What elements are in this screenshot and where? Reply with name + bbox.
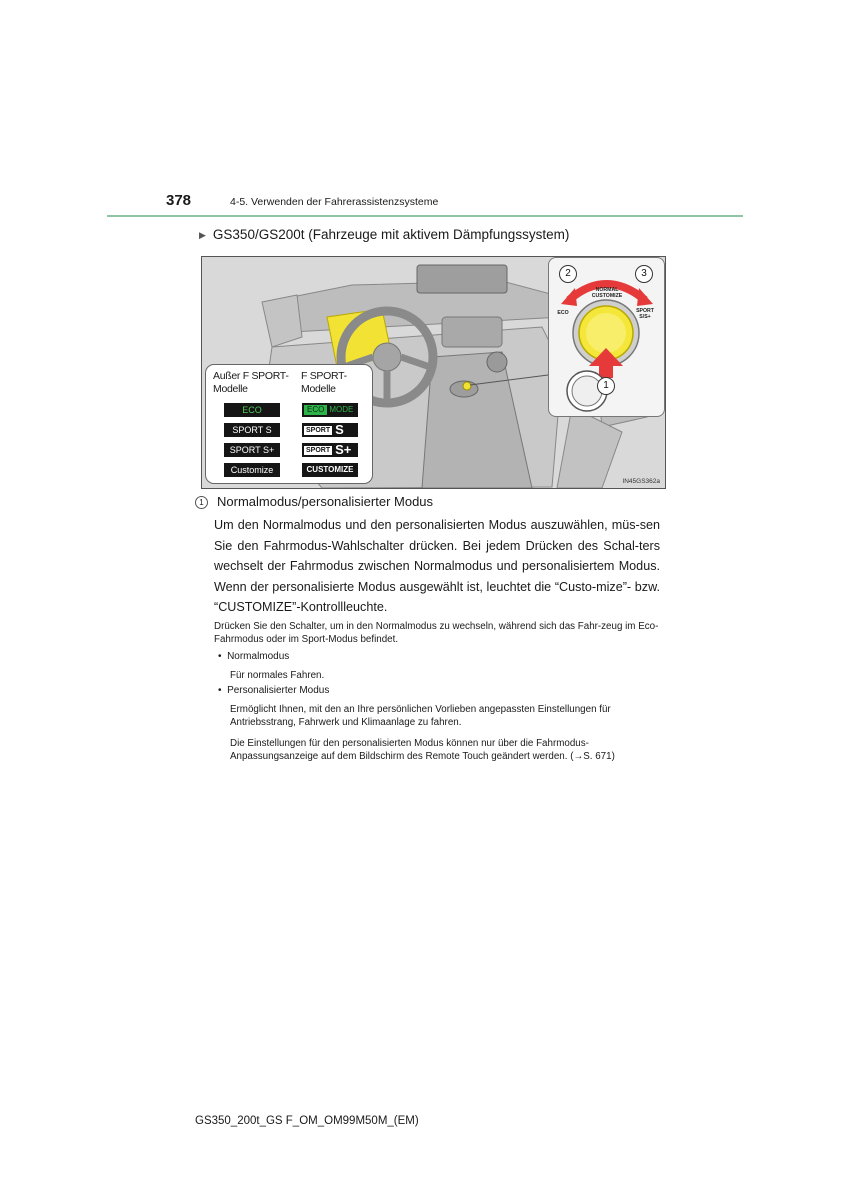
indicator-eco: ECO [224, 403, 280, 417]
bullet-text: Ermöglicht Ihnen, mit den an Ihre persönlichen Vorlieben angepassten Einstellungen für Antriebsstrang, Fahrwerk und Klimaanlage zu fahren. [230, 704, 611, 728]
indicator-fsport-customize: CUSTOMIZE [302, 463, 358, 477]
sport-s-letter: S [335, 422, 344, 437]
indicator-sport-splus: SPORT S+ [224, 443, 280, 457]
heading-text: GS350/GS200t (Fahrzeuge mit aktivem Dämpfungssystem) [212, 227, 570, 242]
callout-1: 1 [597, 377, 615, 395]
header-rule [107, 215, 743, 217]
bullet-dot: • [218, 651, 228, 662]
subsection-heading [199, 227, 569, 242]
cockpit-illustration [201, 256, 666, 489]
item-body: Um den Normalmodus und den personalisierten Modus auszuwählen, müs-sen Sie den Fahrmodus-Wahlschalter drücken. Bei jedem Drücken des Schal-ters wechselt der Fahrmodus zwischen Normalmodus und personalisiertem Modus. Wenn der personalisierte Modus ausgewählt ist, leuchtet die “Custo-mize”- bzw. “CUSTOMIZE”-Kontrollleuchte. [214, 518, 660, 615]
indicator-sport-s: SPORT S [224, 423, 280, 437]
drive-mode-switch-inset [548, 257, 665, 417]
sport-box-label: SPORT [306, 446, 331, 454]
eco-label: ECO [304, 405, 327, 415]
legend-standard-title: Außer F SPORT-Modelle [213, 370, 289, 395]
legend-fsport-title: F SPORT-Modelle [301, 370, 347, 395]
mode-indicator-legend [205, 364, 373, 484]
page-number: 378 [166, 192, 192, 209]
triangle-marker-icon: ▶ [199, 230, 206, 240]
knob-label-eco: ECO [557, 310, 569, 316]
figure-code: IN45GS362a [622, 478, 660, 485]
knob-label-sport: SPORT S/S+ [636, 308, 654, 320]
bullet-dot: • [218, 685, 228, 696]
note-text: Drücken Sie den Schalter, um in den Normalmodus zu wechseln, während sich das Fahr-zeug im Eco-Fahrmodus oder im Sport-Modus befindet. [214, 621, 659, 645]
indicator-customize: Customize [224, 463, 280, 477]
item-number: 1 [195, 496, 208, 509]
bullet-text-2: Die Einstellungen für den personalisierten Modus können nur über die Fahrmodus-Anpassungsanzeige auf dem Bildschirm des Remote Touch geändert werden. (→S. 671) [230, 738, 615, 762]
callout-3: 3 [635, 265, 653, 283]
document-footer: GS350_200t_GS F_OM_OM99M50M_(EM) [195, 1115, 419, 1127]
indicator-fsport-sport-splus [302, 443, 358, 457]
item-title: Normalmodus/personalisierter Modus [217, 494, 434, 509]
item-heading [195, 494, 433, 509]
bullet-label: Normalmodus [227, 651, 290, 662]
bullet-text: Für normales Fahren. [230, 670, 325, 681]
knob-label-normal: NORMAL CUSTOMIZE [591, 287, 623, 299]
section-title: 4-5. Verwenden der Fahrerassistenzsysteme [230, 196, 439, 208]
callout-2: 2 [559, 265, 577, 283]
bullet-normalmodus [218, 650, 289, 663]
indicator-fsport-eco [302, 403, 358, 417]
sport-splus-letter: S+ [335, 442, 352, 457]
bullet-label: Personalisierter Modus [227, 685, 330, 696]
indicator-fsport-sport-s [302, 423, 358, 437]
sport-box-label: SPORT [306, 426, 331, 434]
mode-label: MODE [329, 405, 354, 414]
bullet-personalisiert [218, 684, 329, 697]
